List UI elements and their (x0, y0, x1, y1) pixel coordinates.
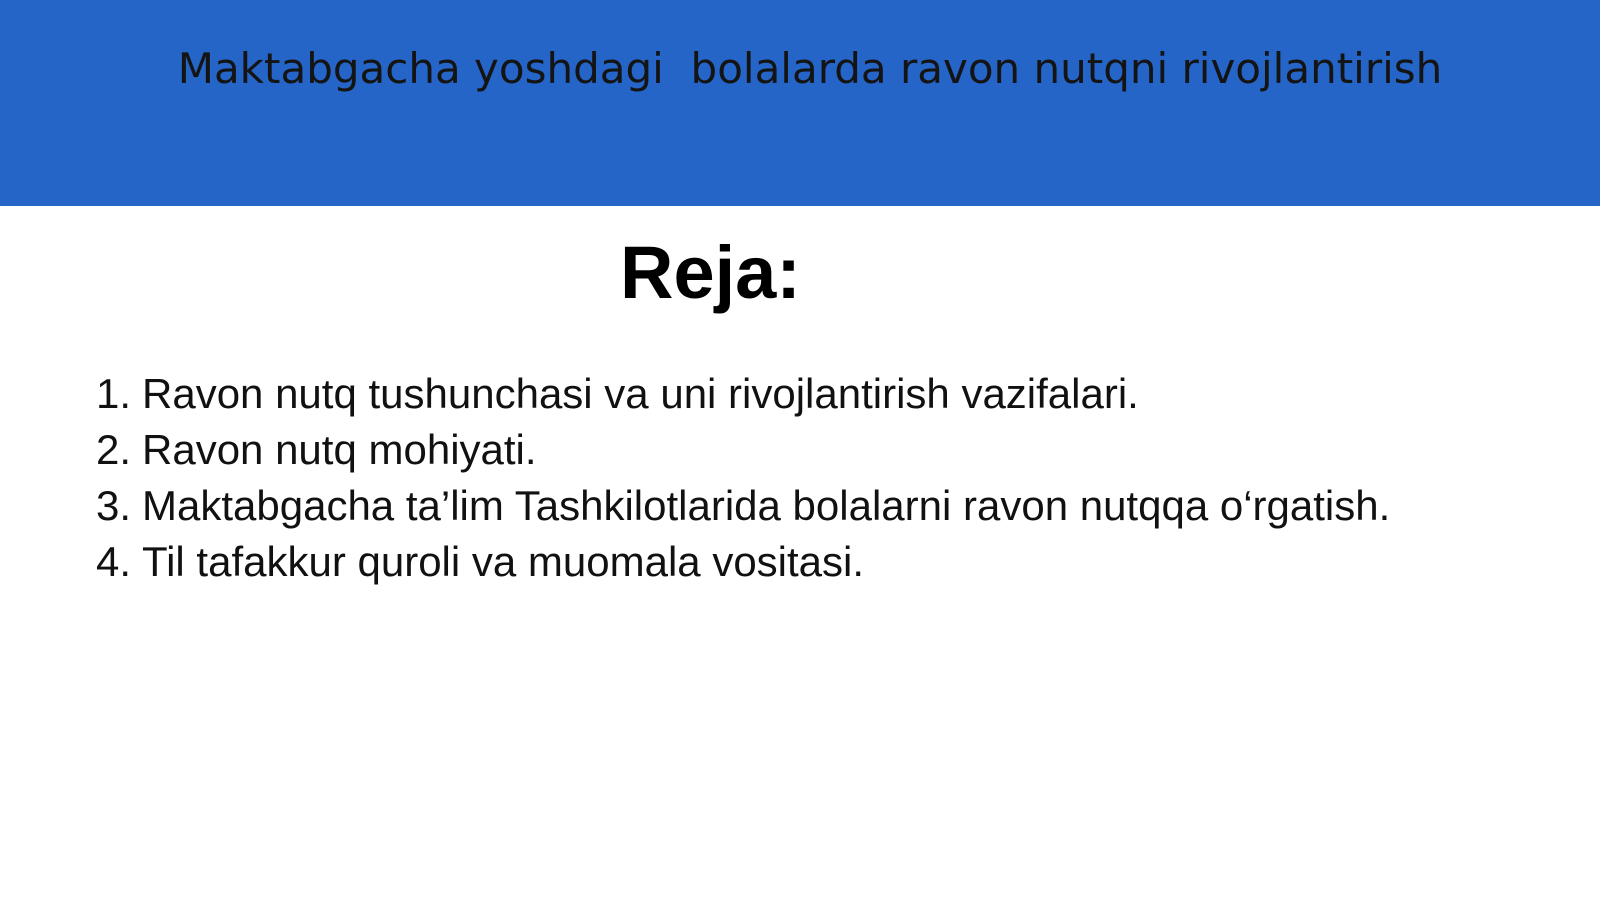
plan-item-text: Maktabgacha ta’lim Tashkilotlarida bolalarni ravon nutqqa o‘rgatish. (142, 482, 1391, 529)
header-band (0, 0, 1600, 206)
plan-item-1 (96, 370, 1390, 426)
plan-item-text: Ravon nutq tushunchasi va uni rivojlantirish vazifalari. (142, 370, 1139, 417)
slide-title: Maktabgacha yoshdagi bolalarda ravon nutqni rivojlantirish (177, 44, 1443, 93)
plan-item-text: Ravon nutq mohiyati. (142, 426, 537, 473)
plan-item-text: Til tafakkur quroli va muomala vositasi. (142, 538, 865, 585)
plan-item-number: 2. (96, 426, 132, 473)
plan-heading: Reja: (620, 231, 801, 314)
plan-item-4 (96, 538, 1390, 594)
plan-item-number: 3. (96, 482, 132, 529)
plan-item-number: 4. (96, 538, 132, 585)
plan-item-2 (96, 426, 1390, 482)
plan-list (96, 370, 1390, 594)
plan-item-number: 1. (96, 370, 132, 417)
plan-item-3 (96, 482, 1390, 538)
